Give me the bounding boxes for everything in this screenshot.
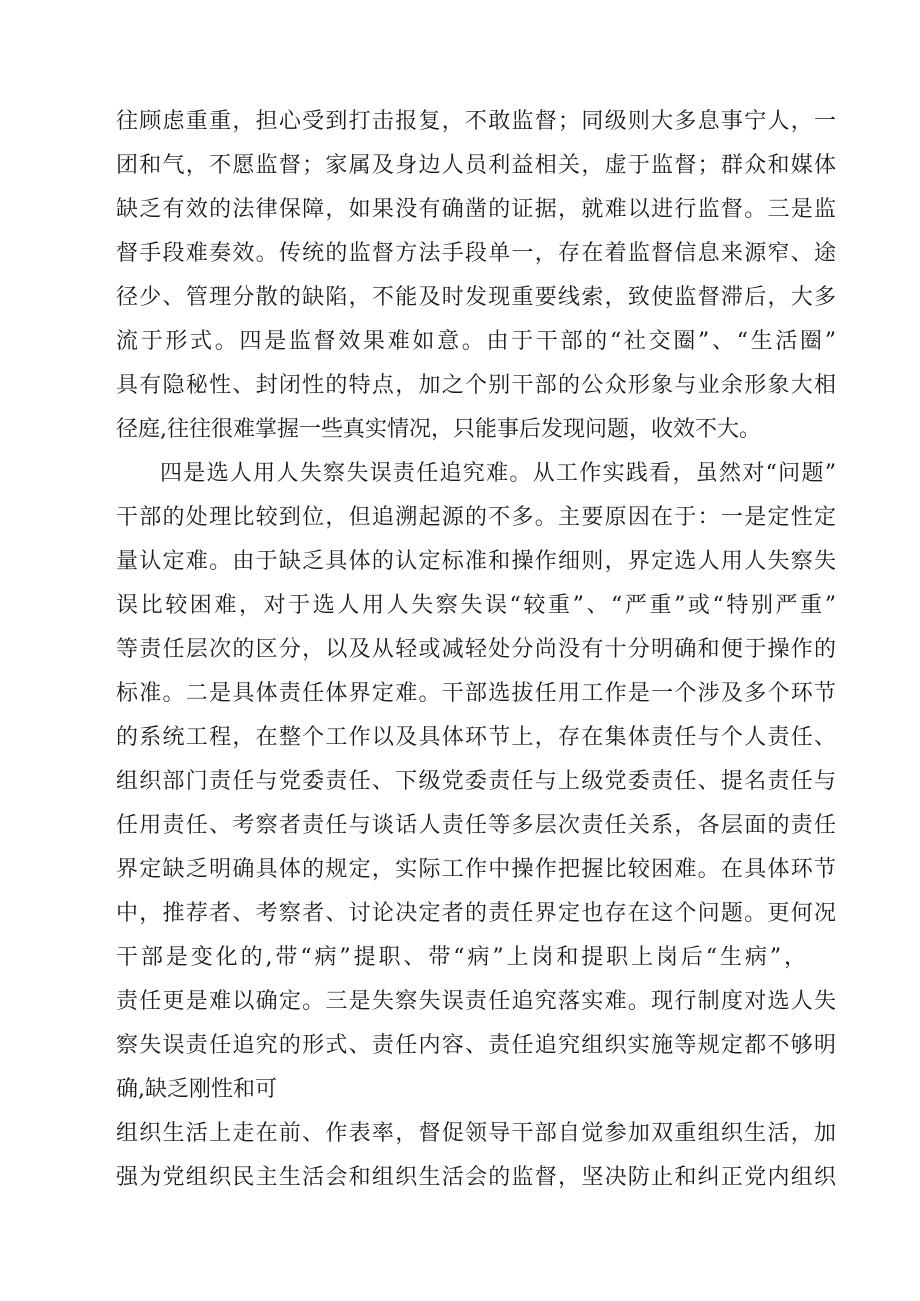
text-line: 量认定难。由于缺乏具体的认定标准和操作细则，界定选人用人失察失 [116, 549, 836, 574]
text-line: 察失误责任追究的形式、责任内容、责任追究组织实施等规定都不够明 [116, 1033, 836, 1058]
text-line: 中，推荐者、考察者、讨论决定者的责任界定也存在这个问题。更何况 [116, 901, 836, 926]
text-line: 强为党组织民主生活会和组织生活会的监督，坚决防止和纠正党内组织 [116, 1165, 836, 1190]
text-line: 督手段难奏效。传统的监督方法手段单一，存在着监督信息来源窄、途 [116, 241, 836, 266]
text-line: 标准。二是具体责任体界定难。干部选拔任用工作是一个涉及多个环节 [116, 681, 836, 706]
text-line: 干部是变化的,带“病”提职、带“病”上岗和提职上岗后“生病”， [116, 945, 806, 970]
text-line: 缺乏有效的法律保障，如果没有确凿的证据，就难以进行监督。三是监 [116, 197, 836, 222]
text-line: 误比较困难，对于选人用人失察失误“较重”、“严重”或“特别严重” [116, 593, 837, 618]
text-line: 等责任层次的区分，以及从轻或减轻处分尚没有十分明确和便于操作的 [116, 637, 836, 662]
text-line: 径少、管理分散的缺陷，不能及时发现重要线索，致使监督滞后，大多 [116, 285, 836, 310]
text-line: 径庭,往往很难掌握一些真实情况，只能事后发现问题，收效不大。 [116, 417, 761, 442]
text-line: 任用责任、考察者责任与谈话人责任等多层次责任关系，各层面的责任 [116, 813, 836, 838]
text-line: 界定缺乏明确具体的规定，实际工作中操作把握比较困难。在具体环节 [116, 857, 836, 882]
text-line: 团和气，不愿监督；家属及身边人员利益相关，虚于监督；群众和媒体 [116, 153, 836, 178]
text-line: 组织部门责任与党委责任、下级党委责任与上级党委责任、提名责任与 [116, 769, 836, 794]
text-line: 流于形式。四是监督效果难如意。由于干部的“社交圈”、“生活圈” [116, 329, 836, 354]
text-line: 四是选人用人失察失误责任追究难。从工作实践看，虽然对“问题” [160, 461, 836, 486]
text-line: 干部的处理比较到位，但追溯起源的不多。主要原因在于：一是定性定 [116, 505, 836, 530]
text-line: 组织生活上走在前、作表率，督促领导干部自觉参加双重组织生活，加 [116, 1121, 836, 1146]
text-line: 确,缺乏刚性和可 [116, 1077, 277, 1102]
text-line: 往顾虑重重，担心受到打击报复，不敢监督；同级则大多息事宁人，一 [116, 109, 836, 134]
text-line: 具有隐秘性、封闭性的特点，加之个别干部的公众形象与业余形象大相 [116, 373, 836, 398]
text-line: 责任更是难以确定。三是失察失误责任追究落实难。现行制度对选人失 [116, 989, 836, 1014]
text-line: 的系统工程，在整个工作以及具体环节上，存在集体责任与个人责任、 [116, 725, 836, 750]
